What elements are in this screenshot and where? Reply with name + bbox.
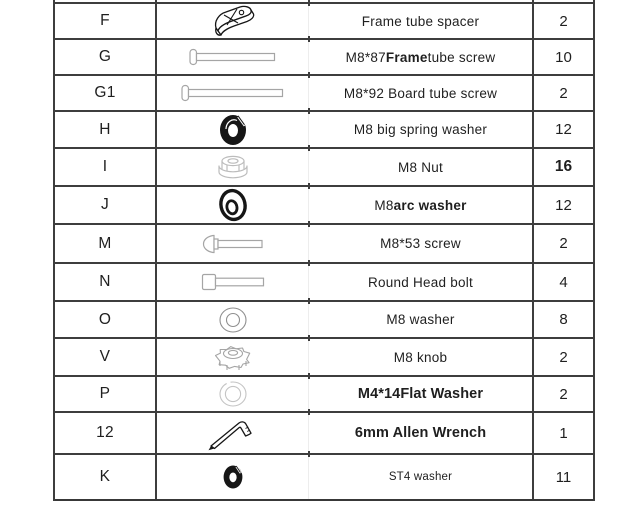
part-qty-cell: 8 xyxy=(532,302,593,337)
part-description-cell xyxy=(309,149,532,185)
part-icon-cell xyxy=(157,112,309,147)
nut-icon xyxy=(213,152,253,182)
table-row xyxy=(55,225,593,264)
part-description-cell xyxy=(309,187,532,223)
part-description-text: M8*53 screw xyxy=(380,236,461,251)
part-description-text: 6mm Allen Wrench xyxy=(354,425,487,441)
st4-washer-icon xyxy=(222,464,244,490)
table-row xyxy=(55,187,593,225)
part-qty-cell: 12 xyxy=(532,112,593,147)
part-description-text: Frame tube spacer xyxy=(361,13,480,29)
part-description-text: tube screw xyxy=(427,49,496,65)
part-qty-cell: 2 xyxy=(532,4,593,38)
table-row xyxy=(55,112,593,149)
part-qty-cell: 11 xyxy=(532,455,593,499)
table-row xyxy=(55,302,593,339)
clipped-qty-cell xyxy=(532,0,593,2)
part-code-cell: F xyxy=(55,4,157,38)
round-head-bolt-icon xyxy=(201,273,265,291)
part-description-cell xyxy=(309,264,532,300)
part-code-cell: G xyxy=(55,40,157,74)
part-description-cell xyxy=(309,112,532,147)
part-description-cell xyxy=(309,302,532,337)
part-qty-cell: 4 xyxy=(532,264,593,300)
clipped-icon-cell xyxy=(157,0,309,2)
big-spring-washer-icon xyxy=(217,113,249,147)
part-code-cell: K xyxy=(55,455,157,499)
part-code-cell: H xyxy=(55,112,157,147)
clipped-code-cell xyxy=(55,0,157,2)
table-row xyxy=(55,76,593,112)
part-code-cell: J xyxy=(55,187,157,223)
part-icon-cell xyxy=(157,40,309,74)
part-icon-cell xyxy=(157,187,309,223)
part-description-cell xyxy=(309,76,532,110)
part-description-cell xyxy=(309,455,532,499)
m8-washer-icon xyxy=(218,306,248,334)
part-qty-cell: 1 xyxy=(532,413,593,453)
table-row xyxy=(55,455,593,501)
table-row xyxy=(55,40,593,76)
part-description-text: M8 knob xyxy=(393,349,448,365)
parts-list-table xyxy=(53,0,595,501)
clipped-description-cell xyxy=(309,0,532,2)
table-row xyxy=(55,149,593,187)
board-tube-screw-icon xyxy=(181,84,285,102)
part-code-cell: O xyxy=(55,302,157,337)
frame-tube-spacer-icon xyxy=(207,4,259,38)
part-qty-cell: 10 xyxy=(532,40,593,74)
parts-table-body xyxy=(55,4,593,501)
part-icon-cell xyxy=(157,339,309,375)
part-description-text: M8*92 Board tube screw xyxy=(343,85,498,101)
part-qty-cell: 2 xyxy=(532,76,593,110)
allen-wrench-icon xyxy=(204,415,262,451)
part-icon-cell xyxy=(157,4,309,38)
part-qty-cell: 2 xyxy=(532,225,593,262)
part-icon-cell xyxy=(157,302,309,337)
part-description-text: M8 Nut xyxy=(397,159,443,175)
table-row xyxy=(55,413,593,455)
part-icon-cell xyxy=(157,149,309,185)
part-description-cell xyxy=(309,413,532,453)
table-row xyxy=(55,377,593,413)
part-qty-cell: 16 xyxy=(532,149,593,185)
part-description-cell xyxy=(309,377,532,411)
part-description-cell xyxy=(309,4,532,38)
part-description-text: M8*87 xyxy=(345,49,386,65)
part-icon-cell xyxy=(157,76,309,110)
part-code-cell: M xyxy=(55,225,157,262)
m8-knob-icon xyxy=(210,340,256,374)
arc-washer-icon xyxy=(215,186,251,224)
part-code-cell: V xyxy=(55,339,157,375)
table-row xyxy=(55,339,593,377)
table-row xyxy=(55,264,593,302)
part-icon-cell xyxy=(157,413,309,453)
part-qty-cell: 2 xyxy=(532,377,593,411)
part-code-cell: N xyxy=(55,264,157,300)
part-description-text: arc washer xyxy=(393,197,467,213)
part-description-text: Frame xyxy=(385,49,428,65)
part-description-text: M8 washer xyxy=(386,312,455,327)
part-icon-cell xyxy=(157,264,309,300)
m8-53-screw-icon xyxy=(202,234,264,254)
part-code-cell: I xyxy=(55,149,157,185)
part-description-text: M8 xyxy=(374,197,394,213)
part-description-text: Round Head bolt xyxy=(367,274,474,290)
part-code-cell: G1 xyxy=(55,76,157,110)
part-description-cell xyxy=(309,339,532,375)
part-description-cell xyxy=(309,40,532,74)
part-icon-cell xyxy=(157,225,309,262)
part-code-cell: P xyxy=(55,377,157,411)
frame-tube-screw-icon xyxy=(189,48,277,66)
part-icon-cell xyxy=(157,455,309,499)
part-description-text: Flat Washer xyxy=(400,386,484,402)
table-row xyxy=(55,4,593,40)
flat-washer-icon xyxy=(218,380,248,408)
part-icon-cell xyxy=(157,377,309,411)
part-code-cell: 12 xyxy=(55,413,157,453)
part-description-text: M8 big spring washer xyxy=(353,122,488,137)
part-qty-cell: 12 xyxy=(532,187,593,223)
part-description-cell xyxy=(309,225,532,262)
part-qty-cell: 2 xyxy=(532,339,593,375)
part-description-text: ST4 washer xyxy=(388,471,453,483)
part-description-text: M4*14 xyxy=(357,386,401,402)
